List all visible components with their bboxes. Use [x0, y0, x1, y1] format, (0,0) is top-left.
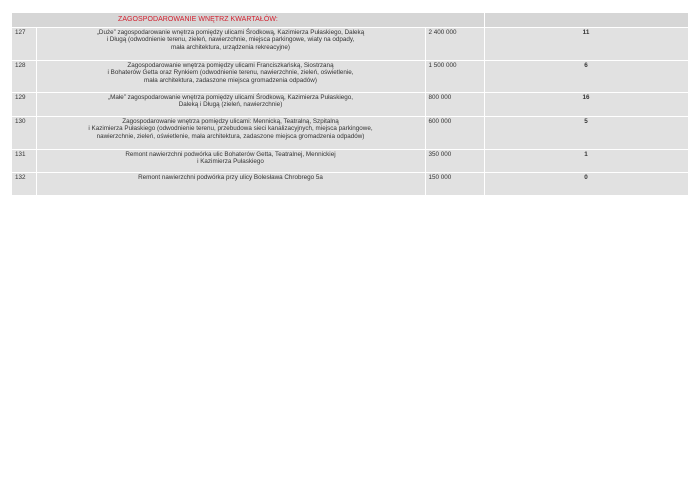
row-description [36, 28, 425, 61]
description-line: Remont nawierzchni podwórka przy ulicy Bolesława Chrobrego 5a [138, 174, 323, 181]
budget-table [12, 13, 689, 196]
row-description [36, 150, 425, 173]
row-votes: 6 [484, 61, 688, 93]
row-votes: 1 [484, 150, 688, 173]
row-votes: 0 [484, 173, 688, 196]
description-line: mała architektura, urządzenia rekreacyjne) [171, 43, 290, 51]
row-number: 131 [12, 150, 36, 173]
row-description [36, 61, 425, 93]
row-votes: 11 [484, 28, 688, 61]
row-votes: 5 [484, 117, 688, 150]
description-line: i Kazimierza Pułaskiego (odwodnienie terenu, przebudowa sieci kanalizacyjnych, miejsca parkingowe, [88, 125, 373, 133]
description-line: Zagospodarowanie wnętrza pomiędzy ulicami Franciszkańską, Siostrzaną [127, 62, 334, 69]
section-header-row [12, 13, 688, 28]
row-number: 127 [12, 28, 36, 61]
header-empty-cell [484, 13, 688, 28]
description-line: i Kazimierza Pułaskiego [197, 158, 264, 166]
row-description [36, 93, 425, 117]
section-title: ZAGOSPODAROWANIE WNĘTRZ KWARTAŁÓW: [12, 13, 484, 28]
row-votes: 16 [484, 93, 688, 117]
description-line: Zagospodarowanie wnętrza pomiędzy ulicami: Mennicką, Teatralną, Szpitalną [122, 118, 339, 125]
row-amount: 350 000 [425, 150, 484, 173]
table-row [12, 117, 688, 150]
table-row [12, 61, 688, 93]
table-row [12, 93, 688, 117]
description-line: Daleką i Długą (zieleń, nawierzchnie) [178, 101, 283, 109]
row-description [36, 173, 425, 196]
description-line: i Bohaterów Getta oraz Rynkiem (odwodnienie terenu, nawierzchnie, zieleń, oświetlenie, [107, 69, 354, 77]
table-row [12, 28, 688, 61]
table-row [12, 150, 688, 173]
description-line: „Duże” zagospodarowanie wnętrza pomiędzy ulicami Środkową, Kazimierza Pułaskiego, Daleką [96, 29, 365, 36]
description-line: i Długą (odwodnienie terenu, zieleń, nawierzchnie, miejsca parkingowe, wiaty na odpady, [106, 36, 355, 44]
description-line: nawierzchnie, zieleń, oświetlenie, mała architektura, zadaszone miejsca gromadzenia odpadów) [96, 132, 365, 140]
row-amount: 600 000 [425, 117, 484, 150]
table-row [12, 173, 688, 196]
row-number: 128 [12, 61, 36, 93]
row-number: 132 [12, 173, 36, 196]
description-line: mała architektura, zadaszone miejsca gromadzenia odpadów) [144, 76, 317, 84]
row-description [36, 117, 425, 150]
row-amount: 150 000 [425, 173, 484, 196]
row-amount: 2 400 000 [425, 28, 484, 61]
row-number: 130 [12, 117, 36, 150]
row-amount: 1 500 000 [425, 61, 484, 93]
description-line: Remont nawierzchni podwórka ulic Bohaterów Getta, Teatralnej, Mennickiej [125, 151, 336, 158]
row-number: 129 [12, 93, 36, 117]
description-line: „Małe” zagospodarowanie wnętrza pomiędzy ulicami Środkową, Kazimierza Pułaskiego, [108, 94, 353, 101]
row-amount: 800 000 [425, 93, 484, 117]
